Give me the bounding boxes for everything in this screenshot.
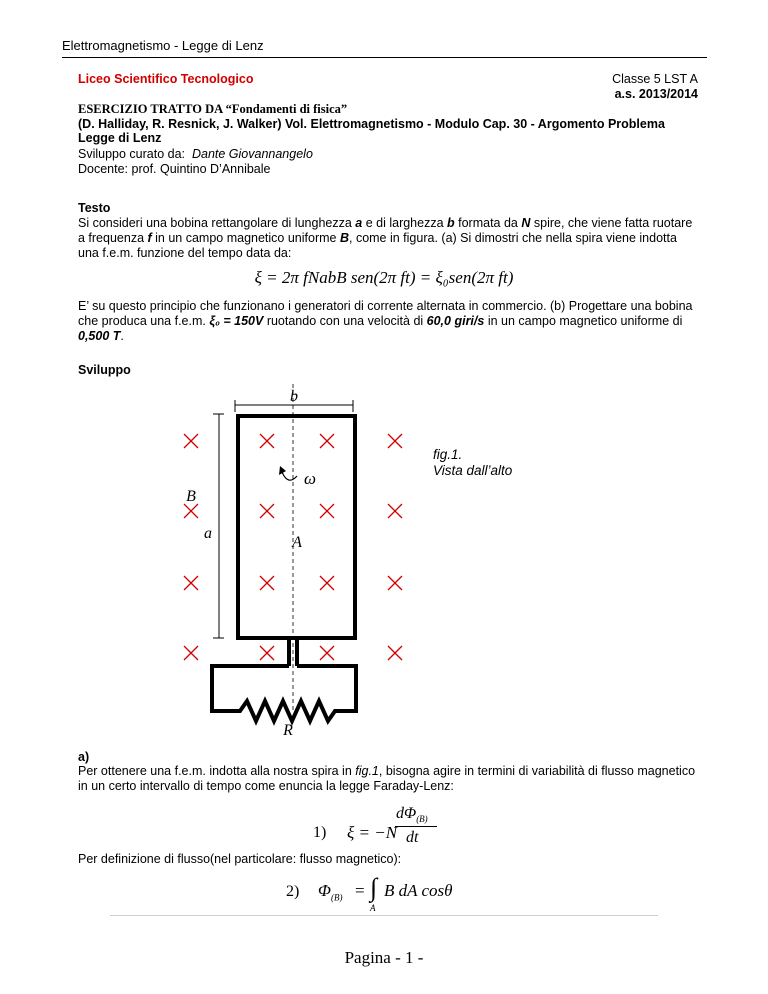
field-cross-icon [260,646,274,660]
equation-1-denominator: dt [406,829,419,846]
fraction-bar [395,826,437,827]
text-run: e di larghezza [362,216,448,230]
field-cross-icon [320,434,334,448]
field-cross-icon [184,504,198,518]
equation-1-numerator [396,805,428,824]
field-cross-icon [184,646,198,660]
flux-definition-text: Per definizione di flusso(nel particolare: flusso magnetico): [78,852,402,866]
emf-value: ξ₀ = 150V [209,314,264,328]
resistor-circuit [212,666,356,721]
coil-loop [238,416,355,638]
exercise-title-source: (D. Halliday, R. Resnick, J. Walker) Vol. Elettromagnetismo - Modulo Cap. 30 - Argomento Problema Legge di Lenz [78,116,665,145]
text-run: in un campo magnetico uniforme [151,231,340,245]
flux-subscript: (B) [416,814,428,825]
field-cross-icon [320,576,334,590]
field-value: 0,500 T [78,329,121,343]
equation-2-equals: = [355,881,365,900]
text-run: Si consideri una bobina rettangolare di lunghezza [78,216,356,230]
label-a: a [204,525,212,542]
part-a-paragraph [78,764,698,794]
label-B: B [186,488,196,505]
field-cross-icon [260,504,274,518]
integral-sign: ∫ [370,873,378,902]
flux-subscript: (B) [330,892,343,903]
field-cross-icon [388,504,402,518]
text-run: . [120,329,124,343]
field-cross-icon [184,434,198,448]
school-name: Liceo Scientifico Tecnologico [78,72,254,86]
field-cross-icon [388,434,402,448]
text-run: formata da [454,216,522,230]
text-run: in un campo magnetico uniforme di [484,314,683,328]
text-run: spire, che viene fatta ruotare a frequenza [78,216,693,245]
text-run: E’ su questo principio che funzionano i generatori di corrente alternata in commercio. (b) Progettare una bobina che produca una f.e.m. [78,299,693,328]
var-b: b [447,216,455,230]
header-title: Elettromagnetismo - Legge di Lenz [62,38,264,53]
field-cross-icon [388,576,402,590]
figure-caption-number: fig.1. [433,447,463,462]
flux-differential: dΦ [396,805,417,822]
label-R: R [283,722,293,739]
field-cross-icon [260,434,274,448]
text-run: ruotando con una velocità di [263,314,427,328]
teacher-line: Docente: prof. Quintino D’Annibale [78,161,271,176]
page-number: Pagina - 1 - [344,948,424,967]
equation-1-lhs: ξ = −N [347,823,398,842]
label-A: A [292,534,302,551]
equation-2-number: 2) [286,883,300,900]
field-cross-icon [260,576,274,590]
flux-symbol: Φ [318,881,331,900]
text-run: , come in figura. (a) Si dimostri che nella spira viene indotta una f.e.m. funzione del tempo data da: [78,231,677,260]
figure-caption-text: Vista dall’alto [433,463,513,478]
exercise-title-lead: ESERCIZIO TRATTO DA “Fondamenti di fisica” [78,102,348,116]
rotation-arrow [282,472,297,480]
var-bfield: B [339,231,349,245]
sviluppo-heading: Sviluppo [78,363,131,377]
part-a-heading: a) [78,750,90,764]
figure-caption [433,447,512,479]
var-n: N [521,216,531,230]
equation-2-lhs [318,881,342,902]
class-label: Classe 5 LST A [612,72,698,86]
label-b: b [290,388,298,405]
text-run: Per ottenere una f.e.m. indotta alla nostra spira in [78,764,356,778]
testo-heading: Testo [78,201,111,215]
footer-divider [110,915,658,916]
text-run: , bisogna agire in termini di variabilità di flusso magnetico in un certo intervallo di tempo come enuncia la legge Faraday-Lenz: [78,764,696,793]
speed-value: 60,0 giri/s [426,314,485,328]
school-year: a.s. 2013/2014 [614,87,698,101]
field-cross-icon [320,646,334,660]
equation-1-number: 1) [313,824,327,841]
equation-2-rhs: B dA cosθ [384,881,453,900]
developer-label: Sviluppo curato da: [78,147,186,161]
emf-formula: ξ = 2π fNabB sen(2π ft) = ξ₀sen(2π ft) [254,268,514,287]
var-a: a [355,216,363,230]
label-omega: ω [303,469,317,488]
field-cross-icon [184,576,198,590]
field-cross-icon [320,504,334,518]
var-f: f [147,231,152,245]
integral-domain: A [370,903,376,913]
field-cross-icon [388,646,402,660]
developer-name: Dante Giovannangelo [191,147,313,161]
figure-reference: fig.1 [355,764,379,778]
